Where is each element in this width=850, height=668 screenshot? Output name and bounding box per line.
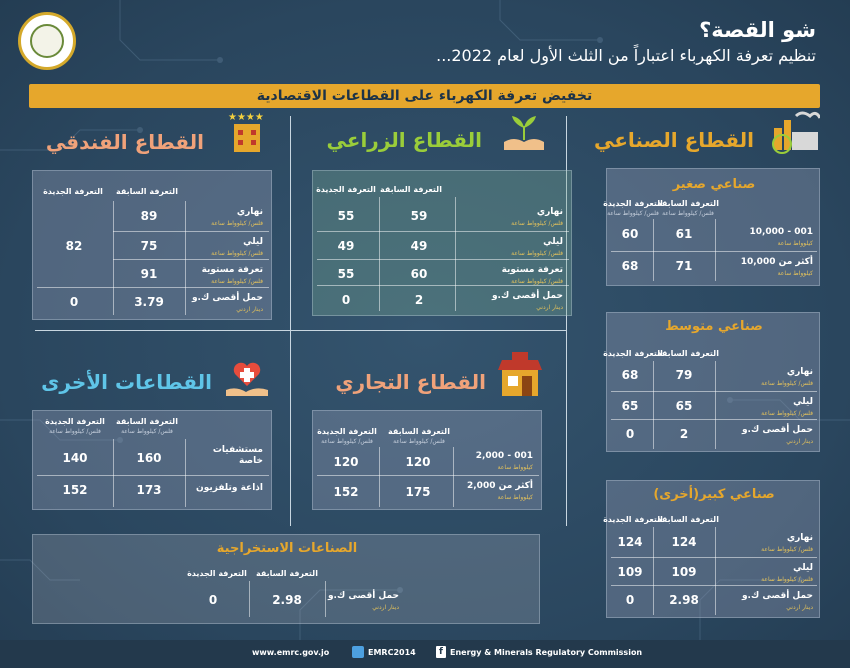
divider (290, 116, 291, 526)
new-value: 120 (333, 455, 359, 469)
new-value: 65 (621, 399, 639, 413)
prev-value: 2 (414, 293, 424, 307)
agri-title: القطاع الزراعي (326, 128, 482, 152)
row-label: حمل أقصى ك.و دينار اردني (741, 591, 813, 611)
emrc-logo (18, 12, 76, 70)
twitter-handle[interactable]: EMRC2014 (368, 648, 416, 657)
agri-panel (312, 170, 572, 316)
prev-value: 120 (405, 455, 431, 469)
prev-header: التعرفة السابقة (116, 187, 178, 196)
prev-header: التعرفة السابقة (256, 569, 318, 578)
row-divider (317, 231, 569, 232)
new-header: التعرفة الجديدة (603, 515, 663, 524)
prev-header: التعرفة السابقة (657, 349, 719, 358)
prev-value: 91 (140, 267, 158, 281)
medium-industry-title: صناعي متوسط (665, 319, 763, 334)
row-label: أكثر من 10,000 كيلوواط ساعة (740, 257, 813, 277)
new-value: 68 (621, 368, 639, 382)
row-divider (113, 259, 269, 260)
prev-header: التعرفة السابقة فلس/ كيلوواط ساعة (116, 417, 178, 435)
facebook-page[interactable]: Energy & Minerals Regulatory Commission (450, 648, 643, 657)
new-value: 0 (208, 593, 218, 607)
large-industry-title: صناعي كبير(أخرى) (653, 487, 775, 502)
new-value: 152 (62, 483, 88, 497)
row-label: 001 - 10,000 كيلوواط ساعة (749, 227, 813, 247)
prev-value: 173 (136, 483, 162, 497)
row-divider (37, 475, 269, 476)
new-value: 109 (617, 565, 643, 579)
col-divider (715, 527, 716, 615)
col-divider (379, 197, 380, 311)
row-divider (611, 585, 817, 586)
prev-header: التعرفة السابقة فلس/ كيلوواط ساعة (657, 199, 719, 217)
extract-title: الصناعات الاستخراجية (216, 541, 358, 556)
row-label: حمل أقصى ك.و دينار اردني (741, 425, 813, 445)
col-divider (653, 361, 654, 449)
prev-value: 79 (675, 368, 693, 382)
prev-value: 59 (410, 209, 428, 223)
row-label: حمل أقصى ك.و دينار اردني (327, 591, 399, 611)
col-divider (113, 201, 114, 315)
shop-icon (494, 350, 546, 400)
new-header: التعرفة الجديدة (603, 349, 663, 358)
footer (0, 640, 850, 668)
extract-panel (32, 534, 540, 624)
col-divider (715, 361, 716, 449)
new-value: 0 (625, 427, 635, 441)
page-title: شو القصة؟ (699, 18, 816, 42)
facebook-icon: f (436, 646, 446, 658)
prev-value: 49 (410, 239, 428, 253)
prev-header: التعرفة السابقة (380, 185, 442, 194)
col-divider (653, 219, 654, 281)
new-value: 82 (65, 239, 83, 253)
factory-icon (768, 110, 820, 154)
row-label: نهاري فلس/ كيلوواط ساعة (761, 533, 813, 553)
prev-value: 3.79 (134, 295, 164, 309)
row-label: نهاري فلس/ كيلوواط ساعة (761, 367, 813, 387)
new-value: 124 (617, 535, 643, 549)
twitter-icon (352, 646, 364, 658)
new-value: 55 (337, 267, 355, 281)
col-divider (113, 439, 114, 507)
new-value: 152 (333, 485, 359, 499)
row-divider (611, 391, 817, 392)
row-label: نهاري فلس/ كيلوواط ساعة (511, 207, 563, 227)
new-value: 60 (621, 227, 639, 241)
banner (29, 84, 820, 108)
hotel-title: القطاع الفندقي (45, 130, 204, 154)
new-value: 0 (341, 293, 351, 307)
commercial-title: القطاع التجاري (335, 370, 486, 394)
website-link[interactable]: www.emrc.gov.jo (252, 648, 330, 657)
col-divider (249, 581, 250, 617)
col-divider (653, 527, 654, 615)
row-divider (113, 231, 269, 232)
new-header: التعرفة الجديدة (43, 187, 103, 196)
medium-industry-panel (603, 312, 820, 452)
prev-value: 71 (675, 259, 693, 273)
row-divider (37, 287, 269, 288)
new-header: التعرفة الجديدة (316, 185, 376, 194)
prev-value: 124 (671, 535, 697, 549)
prev-value: 109 (671, 565, 697, 579)
new-header: التعرفة الجديدة فلس/ كيلوواط ساعة (317, 427, 377, 445)
industrial-title: القطاع الصناعي (593, 128, 754, 152)
row-label: ليلي فلس/ كيلوواط ساعة (761, 397, 813, 417)
new-header: التعرفة الجديدة فلس/ كيلوواط ساعة (603, 199, 663, 217)
hotel-icon (222, 108, 270, 156)
new-value: 0 (69, 295, 79, 309)
prev-value: 2.98 (669, 593, 699, 607)
row-label: ليلي فلس/ كيلوواط ساعة (511, 237, 563, 257)
row-divider (317, 475, 539, 476)
divider (35, 330, 566, 331)
prev-value: 160 (136, 451, 162, 465)
heart-hand-icon (222, 350, 272, 400)
new-header: التعرفة الجديدة فلس/ كيلوواط ساعة (45, 417, 105, 435)
banner-text: تخفيض تعرفة الكهرباء على القطاعات الاقتصادية (256, 88, 593, 104)
other-panel (32, 410, 272, 510)
row-divider (611, 251, 817, 252)
plant-hand-icon (500, 112, 548, 154)
row-label: 001 - 2,000 كيلوواط ساعة (475, 451, 533, 471)
prev-value: 175 (405, 485, 431, 499)
prev-value: 60 (410, 267, 428, 281)
row-label: حمل أقصى ك.و دينار اردني (191, 293, 263, 313)
row-label: تعرفة مستوية فلس/ كيلوواط ساعة (201, 265, 263, 285)
hotel-panel (32, 170, 272, 320)
prev-value: 89 (140, 209, 158, 223)
new-value: 55 (337, 209, 355, 223)
new-value: 68 (621, 259, 639, 273)
row-label: تعرفة مستوية فلس/ كيلوواط ساعة (501, 265, 563, 285)
prev-value: 65 (675, 399, 693, 413)
page-subtitle: تنظيم تعرفة الكهرباء اعتباراً من الثلث الأول لعام 2022... (436, 46, 816, 65)
row-label: ليلي فلس/ كيلوواط ساعة (211, 237, 263, 257)
commercial-panel (312, 410, 542, 510)
row-label: أكثر من 2,000 كيلوواط ساعة (467, 481, 533, 501)
row-label: حمل أقصى ك.و دينار اردني (491, 291, 563, 311)
other-title: القطاعات الأخرى (41, 370, 212, 394)
prev-value: 75 (140, 239, 158, 253)
prev-header: التعرفة السابقة فلس/ كيلوواط ساعة (388, 427, 450, 445)
new-header: التعرفة الجديدة (187, 569, 247, 578)
row-divider (317, 259, 569, 260)
prev-value: 61 (675, 227, 693, 241)
row-label: مستشفيات خاصة (212, 445, 263, 466)
row-divider (611, 419, 817, 420)
small-industry-panel (603, 168, 820, 286)
row-label: اذاعة وتلفزيون (196, 483, 263, 493)
svg-text:★★★★: ★★★★ (228, 112, 264, 123)
new-value: 49 (337, 239, 355, 253)
prev-value: 2.98 (272, 593, 302, 607)
prev-value: 2 (679, 427, 689, 441)
row-label: ليلي فلس/ كيلوواط ساعة (761, 563, 813, 583)
new-value: 140 (62, 451, 88, 465)
prev-header: التعرفة السابقة (657, 515, 719, 524)
new-value: 0 (625, 593, 635, 607)
col-divider (379, 447, 380, 507)
small-industry-title: صناعي صغير (672, 177, 756, 192)
row-label: نهاري فلس/ كيلوواط ساعة (211, 207, 263, 227)
large-industry-panel (603, 480, 820, 618)
row-divider (611, 557, 817, 558)
col-divider (185, 439, 186, 507)
